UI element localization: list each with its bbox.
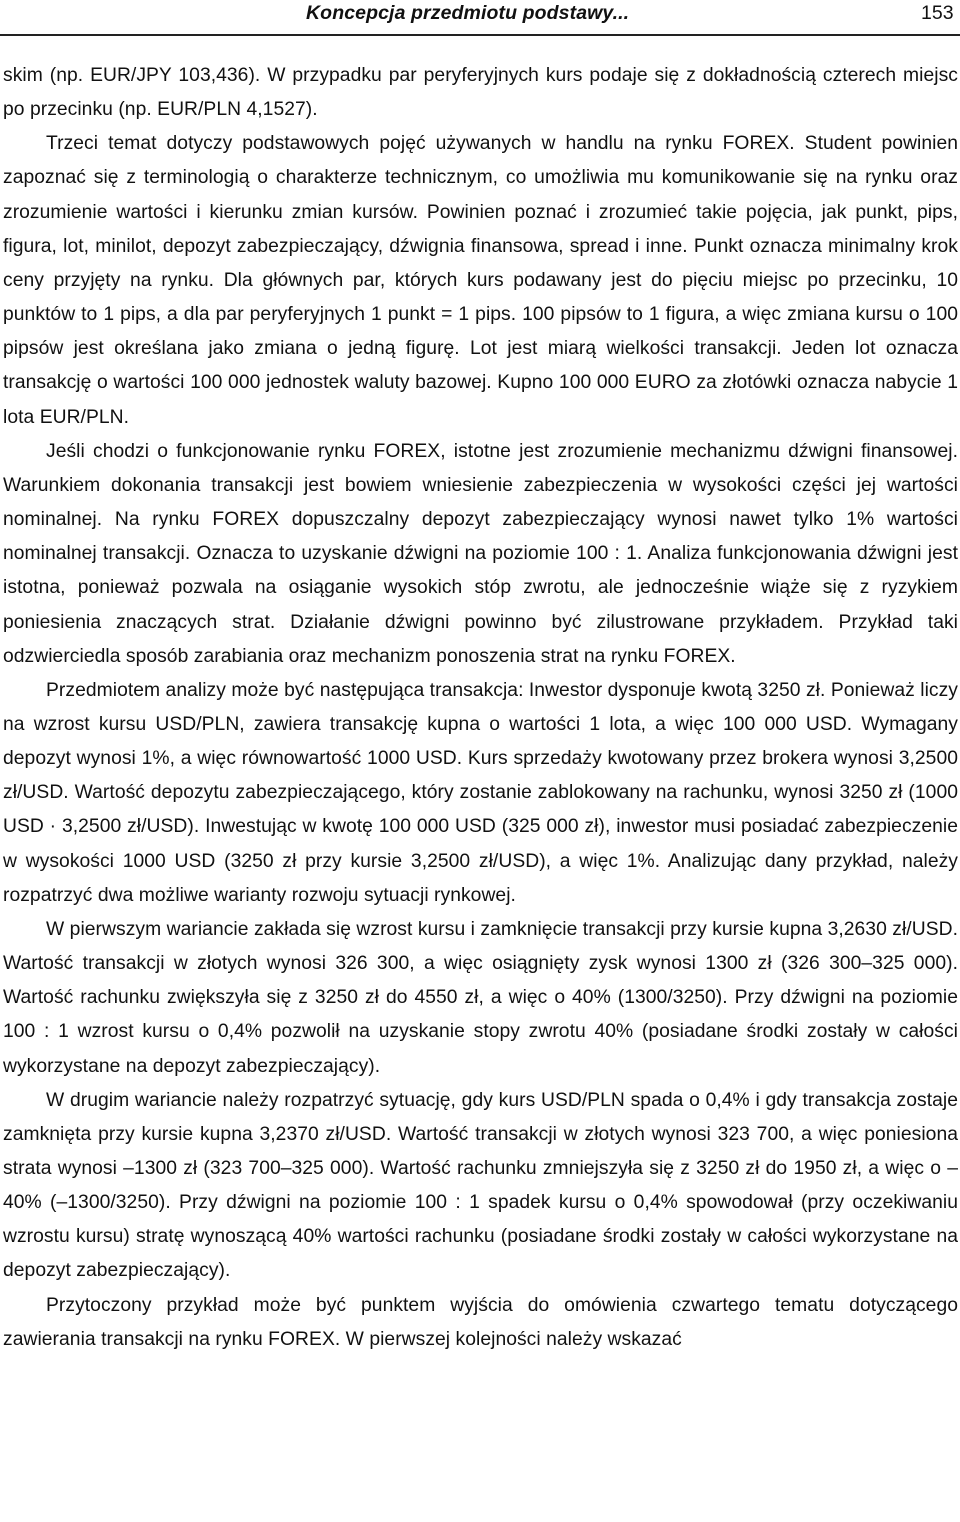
body-text (3, 59, 958, 1357)
page-number: 153 (921, 2, 954, 24)
paragraph-continuation: skim (np. EUR/JPY 103,436). W przypadku par peryferyjnych kurs podaje się z dokładnością czterech miejsc po przecinku (np. EUR/PLN 4,1527). (3, 65, 958, 121)
paragraph-second-variant: W drugim wariancie należy rozpatrzyć sytuację, gdy kurs USD/PLN spada o 0,4% i gdy transakcja zostaje zamknięta przy kursie kupna 3,2370 zł/USD. Wartość transakcji w złotych wynosi 323 700, a więc poniesiona strata wynosi –1300 zł (323 700–325 000). Wartość rachunku zmniejszyła się z 3250 zł do 1950 zł, a więc o –40% (–1300/3250). Przy dźwigni na poziomie 100 : 1 spadek kursu o 0,4% spowodował (przy oczekiwaniu wzrostu kursu) stratę wynoszącą 40% wartości rachunku (posiadane środki zostały w całości wykorzystane na depozyt zabezpieczający). (3, 1089, 958, 1282)
paragraph-fourth-topic: Przytoczony przykład może być punktem wyjścia do omówienia czwartego tematu dotyczącego zawierania transakcji na rynku FOREX. W pierwszej kolejności należy wskazać (3, 1294, 958, 1350)
paragraph-example-transaction: Przedmiotem analizy może być następująca transakcja: Inwestor dysponuje kwotą 3250 zł. Ponieważ liczy na wzrost kursu USD/PLN, zawiera transakcję kupna o wartości 1 lota, a więc 100 000 USD. Wymagany depozyt wynosi 1%, a więc równowartość 1000 USD. Kurs sprzedaży kwotowany przez brokera wynosi 3,2500 zł/USD. Wartość depozytu zabezpieczającego, który zostanie zablokowany na rachunku, wynosi 3250 zł (1000 USD · 3,2500 zł/USD). Inwestując w kwotę 100 000 USD (325 000 zł), inwestor musi posiadać zabezpieczenie w wysokości 1000 USD (3250 zł przy kursie 3,2500 zł/USD), a więc 1%. Analizując dany przykład, należy rozpatrzyć dwa możliwe warianty rozwoju sytuacji rynkowej. (3, 679, 958, 906)
running-header-title: Koncepcja przedmiotu podstawy... (306, 2, 630, 24)
paragraph-third-topic: Trzeci temat dotyczy podstawowych pojęć używanych w handlu na rynku FOREX. Student powinien zapoznać się z terminologią o charakterze technicznym, co umożliwia mu komunikowanie się na rynku oraz zrozumienie wartości i kierunku zmian kursów. Powinien poznać i zrozumieć takie pojęcia, jak punkt, pips, figura, lot, minilot, depozyt zabezpieczający, dźwignia finansowa, spread i inne. Punkt oznacza minimalny krok ceny przyjęty na rynku. Dla głównych par, których kurs podawany jest do pięciu miejsc po przecinku, 10 punktów to 1 pips, a dla par peryferyjnych 1 punkt = 1 pips. 100 pipsów to 1 figura, a więc zmiana kursu o 100 pipsów jest określana jako zmiana o jedną figurę. Lot jest miarą wielkości transakcji. Jeden lot oznacza transakcję o wartości 100 000 jednostek waluty bazowej. Kupno 100 000 EURO za złotówki oznacza nabycie 1 lota EUR/PLN. (3, 133, 958, 428)
paragraph-first-variant: W pierwszym wariancie zakłada się wzrost kursu i zamknięcie transakcji przy kursie kupna 3,2630 zł/USD. Wartość transakcji w złotych wynosi 326 300, a więc osiągnięty zysk wynosi 1300 zł (326 300–325 000). Wartość rachunku zwiększyła się z 3250 zł do 4550 zł, a więc o 40% (1300/3250). Przy dźwigni na poziomie 100 : 1 wzrost kursu o 0,4% pozwolił na uzyskanie stopy zwrotu 40% (posiadane środki zostały w całości wykorzystane na depozyt zabezpieczający). (3, 918, 958, 1077)
paragraph-leverage: Jeśli chodzi o funkcjonowanie rynku FOREX, istotne jest zrozumienie mechanizmu dźwigni finansowej. Warunkiem dokonania transakcji jest bowiem wniesienie zabezpieczenia w wysokości części jej wartości nominalnej. Na rynku FOREX dopuszczalny depozyt zabezpieczający wynosi nawet tylko 1% wartości nominalnej transakcji. Oznacza to uzyskanie dźwigni na poziomie 100 : 1. Analiza funkcjonowania dźwigni jest istotna, ponieważ pozwala na osiąganie wysokich stóp zwrotu, ale jednocześnie wiąże się z ryzykiem poniesienia znaczących strat. Działanie dźwigni powinno być zilustrowane przykładem. Przykład taki odzwierciedla sposób zarabiania oraz mechanizm ponoszenia strat na rynku FOREX. (3, 440, 958, 667)
running-header (0, 0, 960, 36)
